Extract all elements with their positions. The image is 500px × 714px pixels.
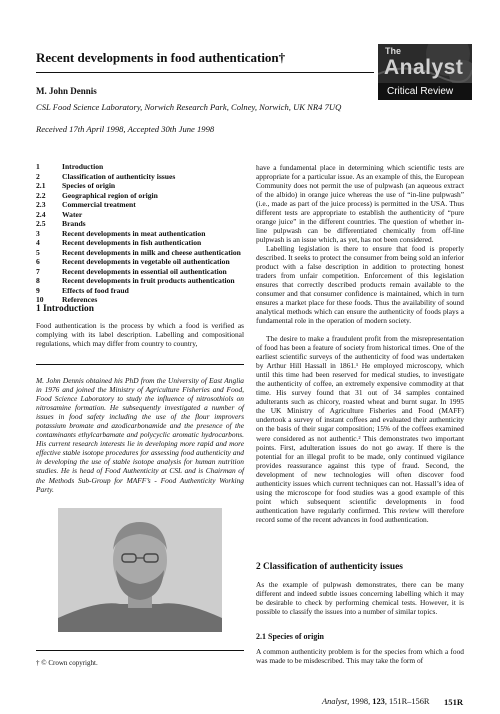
species-paragraph: A common authenticity problem is for the species from which a food was made to be misdescribed. This may take the form of	[256, 647, 464, 666]
toc-item[interactable]: 9 Effects of food fraud	[36, 285, 129, 295]
author-name: M. John Dennis	[36, 86, 97, 96]
toc-item[interactable]: 2.5 Brands	[36, 219, 86, 228]
species-heading: 2.1 Species of origin	[256, 632, 324, 641]
author-biography: M. John Dennis obtained his PhD from the University of East Anglia in 1976 and joined the Ministry of Agriculture Fisheries and Food, Food Science Laboratory to study the influence of nitrosothiols on nitrosamine formation. He subsequently investigated a number of issues in food safety including the use of the flour improvers potassium bromate and azodicarbonamide and the presence of the contaminants ethylcarbamate and polycyclic aromatic hydrocarbons. His current research interests lie in developing more rapid and more effective stable isotope procedures for assessing food authenticity and in developing the use of stable isotope analysis for human nutrition studies. He is head of Food Authenticity at CSL and is Chairman of the Methods Sub-Group for MAFF’s - Food Authenticity Working Party.	[36, 376, 244, 494]
toc-item[interactable]: 1 Introduction	[36, 162, 104, 171]
toc-item[interactable]: 5 Recent developments in milk and cheese authentication	[36, 247, 241, 257]
toc-item[interactable]: 4 Recent developments in fish authentication	[36, 238, 202, 247]
article-title: Recent developments in food authentication†	[36, 50, 286, 65]
author-portrait-icon	[58, 508, 222, 632]
body-paragraph: have a fundamental place in determining which scientific tests are appropriate for a particular issue. As an example of this, the European Community does not permit the use of pulpwash (an aqueous extract of the albido) in orange juice whereas the use of “in-line pulpwash” (i.e., made as part of the juice process) is permitted in the USA. Thus different tests are appropriate to establish the authenticity of “pure orange juice” in the different countries. The question of whether in-line pulpwash can be differentiated chemically from off-line pulpwash is an issue which, as yet, has not been considered.	[256, 163, 464, 245]
toc-item[interactable]: 2.2 Geographical region of origin	[36, 190, 158, 200]
toc-item[interactable]: 2.1 Species of origin	[36, 181, 116, 190]
journal-citation: Analyst, 1998, 123, 151R–156R	[322, 697, 430, 706]
bio-top-rule	[36, 364, 244, 365]
page-number: 151R	[444, 697, 464, 707]
body-paragraph: The desire to make a fraudulent profit from the misrepresentation of food has been a feature of society from historical times. One of the earliest scientific surveys of the authenticity of food was undertaken by Arthur Hill Hassall in 1861.¹ He employed microscopy, which until this time had been reserved for medical studies, to investigate the authenticity of coffee, an extremely expensive commodity at that time. His survey found that 31 out of 34 samples contained adulterants such as chicory, roasted wheat and burnt sugar. In 1995 the UK Ministry of Agriculture Fisheries and Food (MAFF) undertook a survey of instant coffees and evaluated their authenticity on the basis of their sugar composition; 15% of the coffees examined were considered as not authentic.² This demonstrates two important points. First, adulteration issues do not go away. If there is the potential for an illegal profit to be made, only continued vigilance provides reassurance against this type of fraud. Second, the development of new technologies will often discover food authenticity issues which current techniques can not. Hassall’s idea of using the microscope for food studies was a good example of this point which subsequent scientific developments in food authentication have regularly confirmed. This review will therefore record some of the recent advances in food authentication.	[256, 334, 464, 524]
toc-item[interactable]: 2.3 Commercial treatment	[36, 200, 136, 209]
toc-item[interactable]: 7 Recent developments in essential oil authentication	[36, 266, 227, 276]
intro-heading: 1 Introduction	[36, 304, 94, 314]
toc-item[interactable]: 8 Recent developments in fruit products authentication	[36, 276, 235, 285]
logo-name: Analyst	[384, 56, 464, 79]
received-date: Received 17th April 1998, Accepted 30th June 1998	[36, 124, 215, 134]
toc-item[interactable]: 10 References	[36, 295, 98, 304]
author-photo	[58, 508, 222, 632]
classification-heading: 2 Classification of authenticity issues	[256, 562, 403, 572]
toc-item[interactable]: 3 Recent developments in meat authentication	[36, 228, 206, 238]
intro-paragraph: Food authentication is the process by which a food is verified as complying with its label description. Labelling and compositional regulations, which may differ from country to country,	[36, 321, 244, 349]
footnote-rule	[36, 650, 244, 651]
table-of-contents	[36, 162, 246, 305]
analyst-logo	[378, 44, 472, 100]
title-rule	[36, 72, 374, 73]
author-affiliation: CSL Food Science Laboratory, Norwich Research Park, Colney, Norwich, UK NR4 7UQ	[36, 102, 342, 112]
toc-item[interactable]: 2.4 Water	[36, 209, 83, 219]
toc-item[interactable]: 2 Classification of authenticity issues	[36, 171, 176, 181]
classification-paragraph: As the example of pulpwash demonstrates, there can be many different and indeed subtle issues concerning labelling which it may be desirable to check by performing chemical tests. However, it is possible to classify the issues into a number of similar topics.	[256, 580, 464, 617]
body-paragraph: Labelling legislation is there to ensure that food is properly described. It seeks to protect the consumer from being sold an inferior product with a false description in addition to protecting honest traders from unfair competition. Enforcement of this legislation ensures that correctly described products remain available to the consumer and that consumer confidence is maintained, which in turn ensures a market place for these foods. Thus the availability of sound analytical methods which can ensure the authenticity of foods plays a fundamental role in the operation of modern society.	[256, 244, 464, 326]
logo-section: Critical Review	[378, 83, 472, 100]
logo-the: The	[385, 46, 402, 56]
toc-item[interactable]: 6 Recent developments in vegetable oil authentication	[36, 257, 230, 266]
copyright-footnote: † © Crown copyright.	[36, 659, 98, 667]
